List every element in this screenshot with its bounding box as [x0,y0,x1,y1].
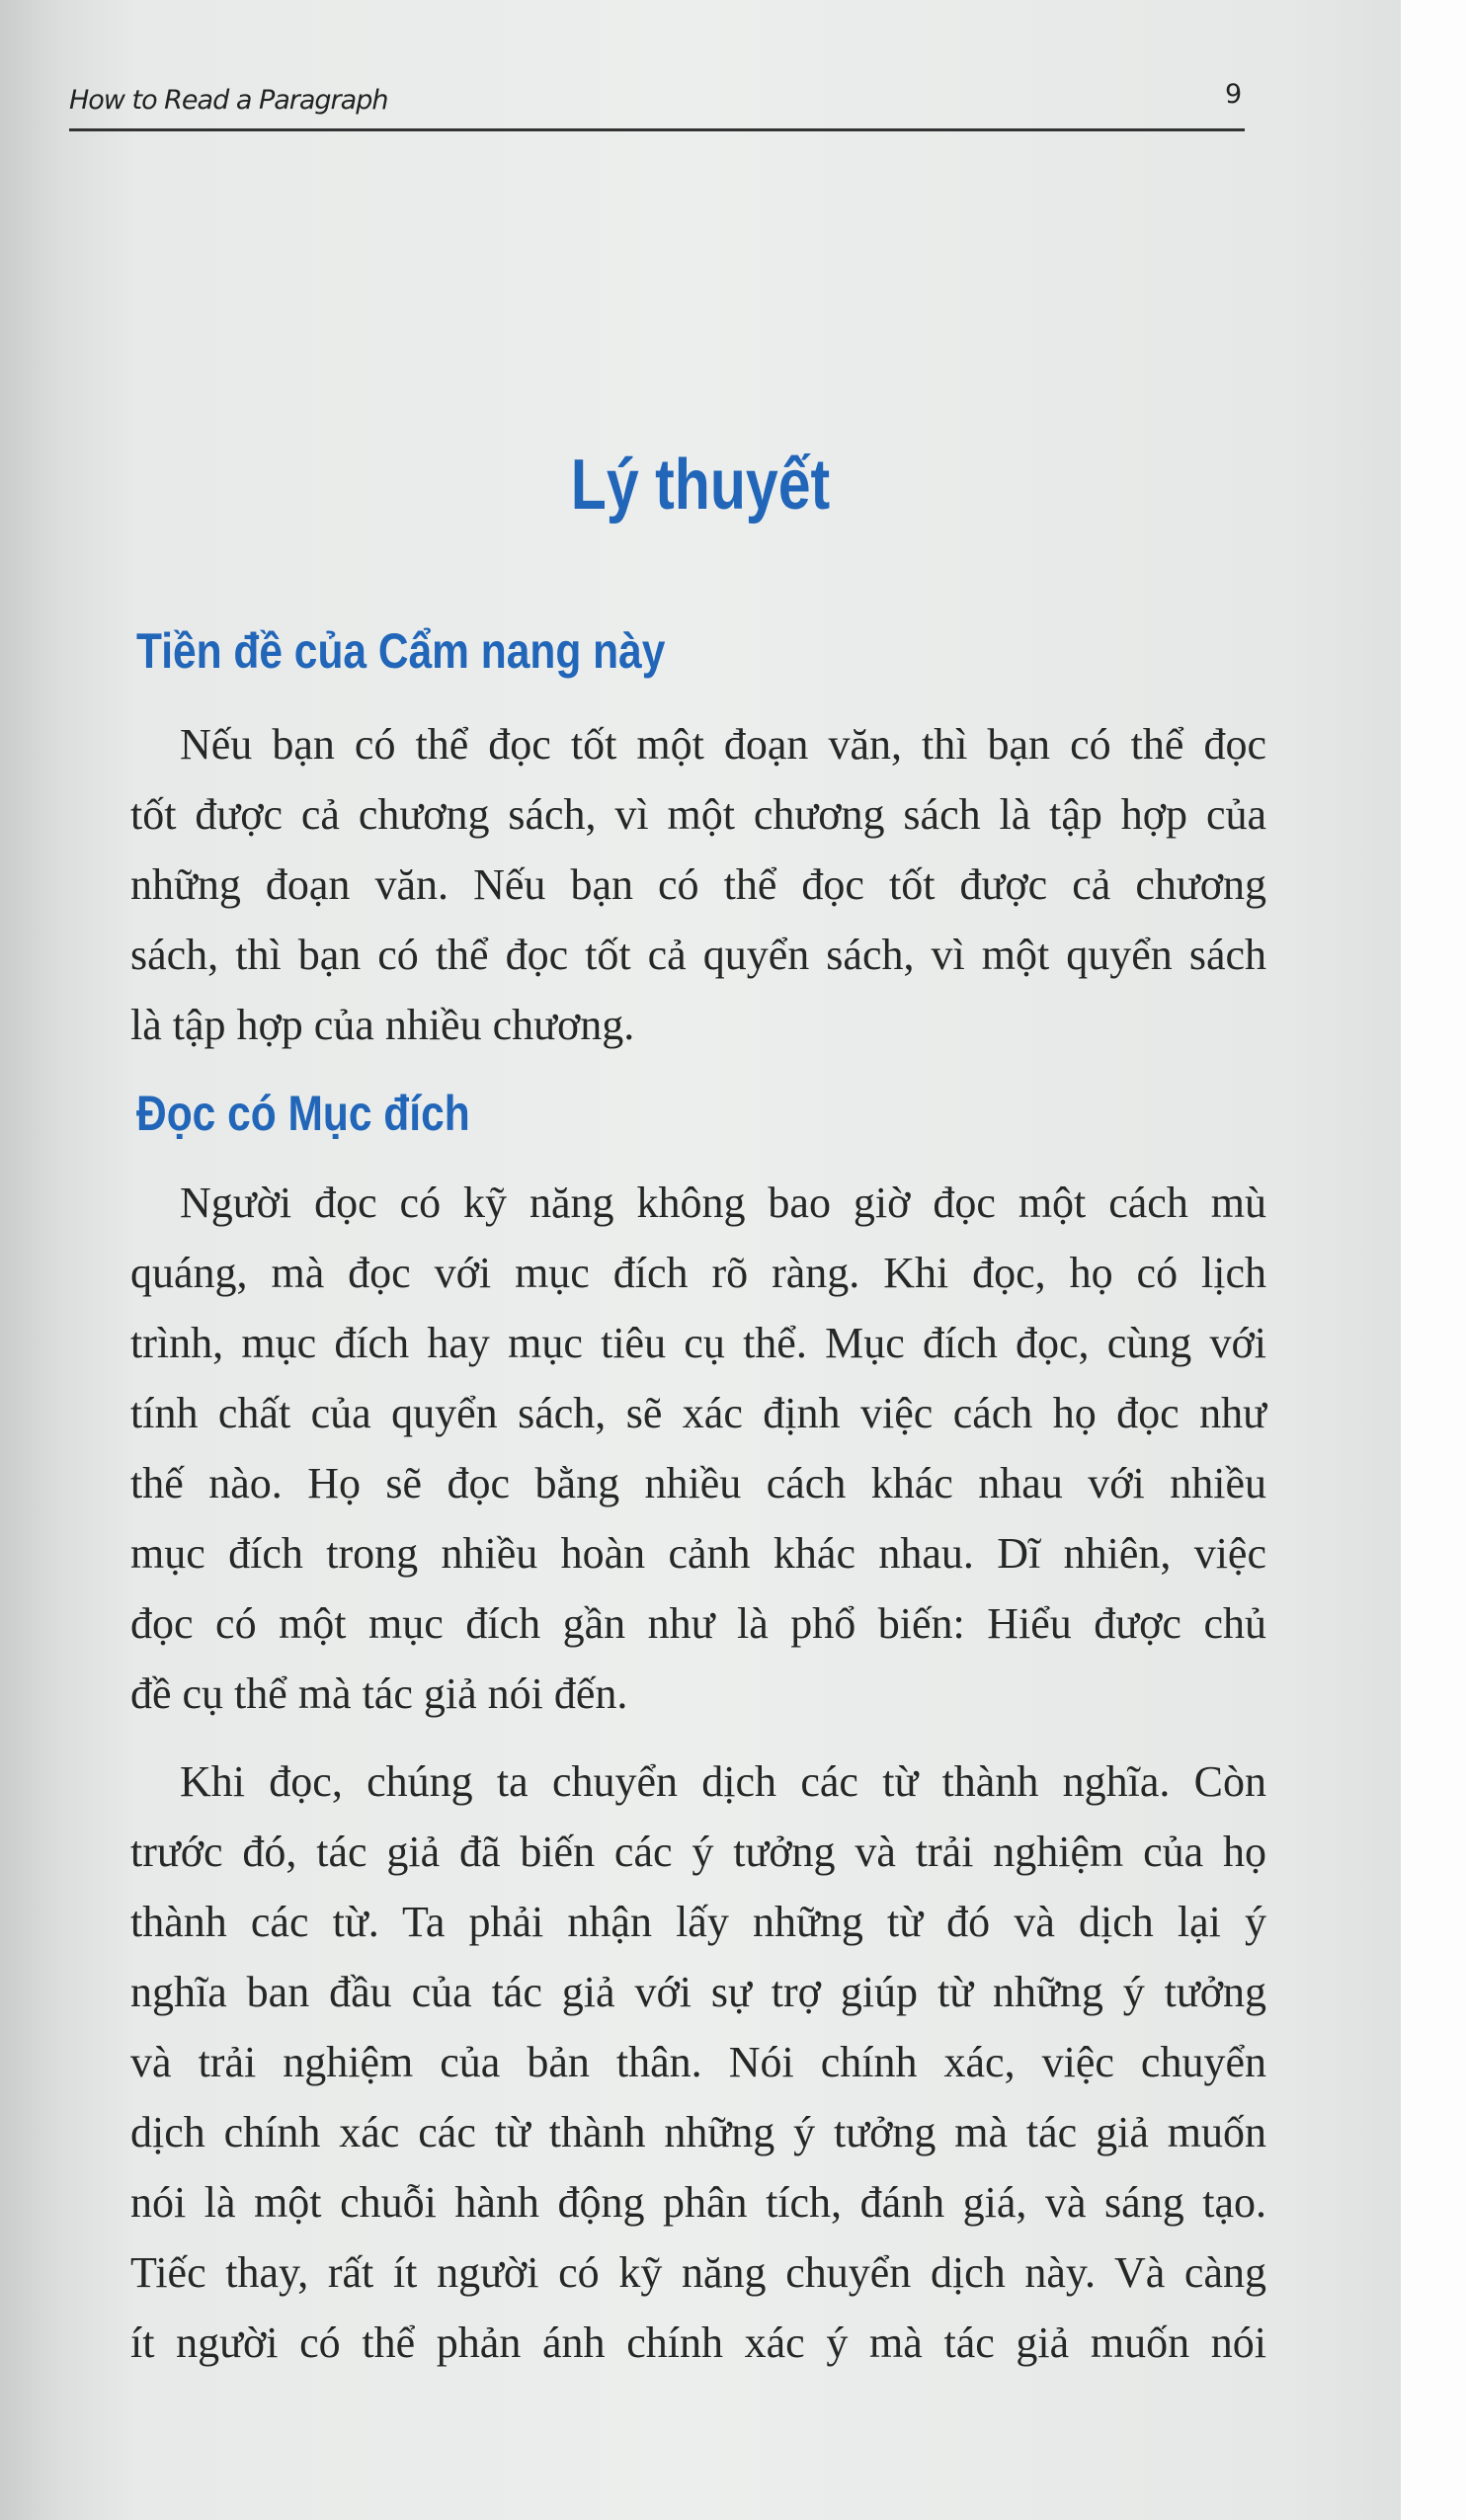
text-line: và trải nghiệm của bản thân. Nói chính xác, việc chuyển [130,2038,1266,2086]
header-rule [69,128,1245,131]
text-line: thành các từ. Ta phải nhận lấy những từ đó và dịch lại ý [130,1898,1266,1946]
text-line: mục đích trong nhiều hoàn cảnh khác nhau. Dĩ nhiên, việc [130,1529,1266,1578]
text-line: thế nào. Họ sẽ đọc bằng nhiều cách khác nhau với nhiều [130,1459,1266,1507]
text-line: Người đọc có kỹ năng không bao giờ đọc một cách mù [180,1179,1266,1227]
chapter-title: Lý thuyết [570,446,831,525]
paragraph [130,1747,1266,2378]
text-line: là tập hợp của nhiều chương. [130,1001,635,1049]
text-line: dịch chính xác các từ thành những ý tưởng mà tác giả muốn [130,2108,1266,2156]
running-header: How to Read a Paragraph [69,85,388,116]
text-line: quáng, mà đọc với mục đích rõ ràng. Khi đọc, họ có lịch [130,1249,1266,1297]
page-number: 9 [1225,79,1243,110]
paragraph [130,1168,1266,1729]
text-line: Khi đọc, chúng ta chuyển dịch các từ thành nghĩa. Còn [180,1757,1266,1806]
text-line: những đoạn văn. Nếu bạn có thể đọc tốt được cả chương [130,860,1266,909]
text-line: sách, thì bạn có thể đọc tốt cả quyển sách, vì một quyển sách [130,931,1266,979]
text-line: nói là một chuỗi hành động phân tích, đánh giá, và sáng tạo. [130,2178,1266,2227]
section-heading: Tiền đề của Cẩm nang này [136,623,666,679]
text-line: đề cụ thể mà tác giả nói đến. [130,1669,628,1718]
text-line: tốt được cả chương sách, vì một chương sách là tập hợp của [130,790,1266,839]
paragraph [130,709,1266,1060]
text-line: Nếu bạn có thể đọc tốt một đoạn văn, thì bạn có thể đọc [180,720,1266,769]
section-heading: Đọc có Mục đích [136,1086,470,1141]
text-line: trình, mục đích hay mục tiêu cụ thể. Mục đích đọc, cùng với [130,1319,1266,1367]
text-line: tính chất của quyển sách, sẽ xác định việc cách họ đọc như [130,1389,1266,1437]
text-line: đọc có một mục đích gần như là phổ biến: Hiểu được chủ [130,1599,1266,1648]
text-line: trước đó, tác giả đã biến các ý tưởng và trải nghiệm của họ [130,1828,1266,1876]
text-line: Tiếc thay, rất ít người có kỹ năng chuyển dịch này. Và càng [130,2248,1266,2297]
text-line: nghĩa ban đầu của tác giả với sự trợ giúp từ những ý tưởng [130,1968,1266,2016]
text-line: ít người có thể phản ánh chính xác ý mà tác giả muốn nói [130,2318,1266,2367]
